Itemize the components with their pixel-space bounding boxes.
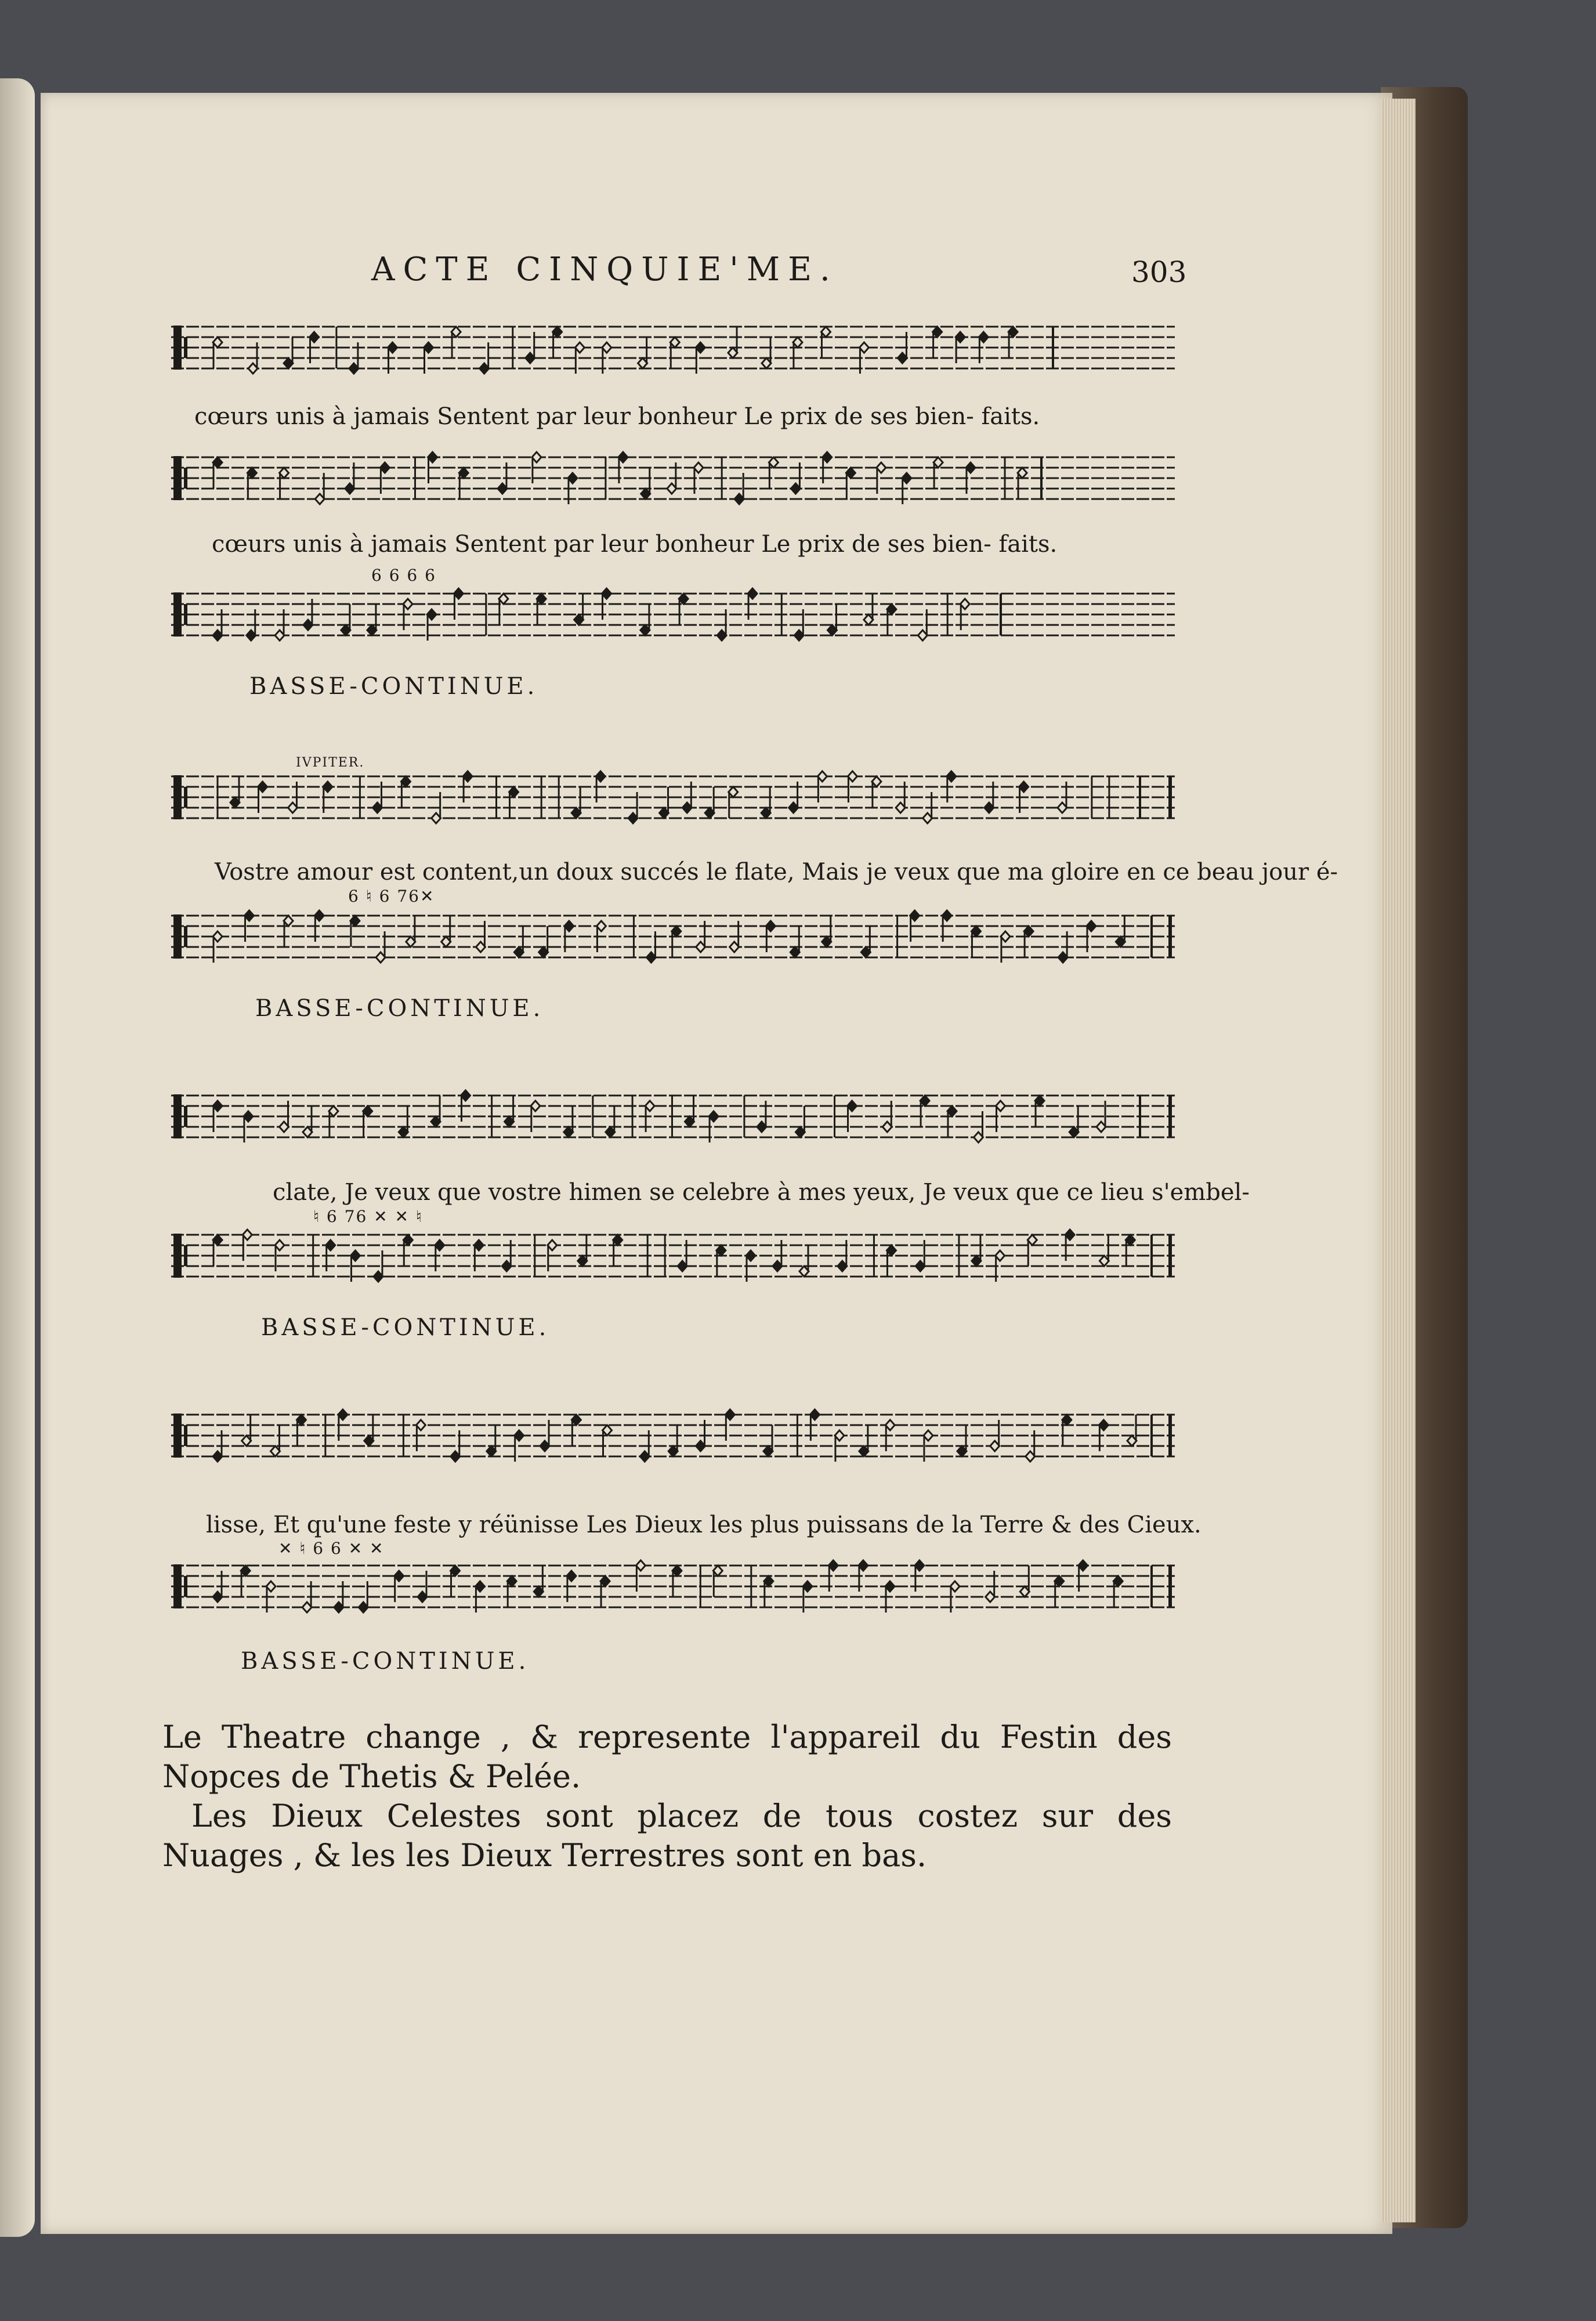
lyric-line: cœurs unis à jamais Sentent par leur bonheur Le prix de ses bien- faits. xyxy=(194,403,1040,430)
staff-lines xyxy=(171,766,1175,833)
stage-direction-paragraph: Les Dieux Celestes sont placez de tous costez sur des Nuages , & les les Dieux Terrestres sont en bas. xyxy=(162,1798,1172,1874)
music-staff xyxy=(171,905,1175,972)
basse-continue-label: BASSE-CONTINUE. xyxy=(255,995,544,1022)
staff-lines xyxy=(171,1224,1175,1291)
clef-icon xyxy=(173,1564,182,1608)
staff-lines xyxy=(171,316,1175,383)
figured-bass: ♮ 6 76 ✕ ✕ ♮ xyxy=(313,1207,423,1226)
staff-lines xyxy=(171,583,1175,650)
clef-icon xyxy=(173,592,182,637)
stage-direction xyxy=(162,1718,1172,1875)
lyric-line: cœurs unis à jamais Sentent par leur bonheur Le prix de ses bien- faits. xyxy=(212,531,1058,558)
music-staff xyxy=(171,1404,1175,1471)
clef-icon xyxy=(173,456,182,500)
singer-name: IVPITER. xyxy=(296,755,365,770)
basse-continue-label: BASSE-CONTINUE. xyxy=(241,1648,530,1675)
clef-icon xyxy=(173,914,182,959)
figured-bass: ✕ ♮ 6 6 ✕ ✕ xyxy=(278,1539,385,1558)
staff-lines xyxy=(171,1555,1175,1622)
staff-lines xyxy=(171,905,1175,972)
clef-icon xyxy=(173,1234,182,1278)
staff-lines xyxy=(171,447,1175,514)
lyric-line: clate, Je veux que vostre himen se celebre à mes yeux, Je veux que ce lieu s'embel- xyxy=(273,1179,1250,1206)
clef-icon xyxy=(173,326,182,370)
music-staff xyxy=(171,1085,1175,1152)
basse-continue-label: BASSE-CONTINUE. xyxy=(249,673,538,700)
music-staff xyxy=(171,447,1175,514)
staff-lines xyxy=(171,1404,1175,1471)
music-staff xyxy=(171,316,1175,383)
music-staff xyxy=(171,766,1175,833)
figured-bass: 6 6 6 6 xyxy=(371,566,436,585)
music-staff xyxy=(171,1224,1175,1291)
lyric-line: lisse, Et qu'une feste y réünisse Les Dieux les plus puissans de la Terre & des Cieux. xyxy=(206,1512,1201,1538)
running-head: ACTE CINQUIE'ME. xyxy=(371,251,838,288)
clef-icon xyxy=(173,775,182,819)
basse-continue-label: BASSE-CONTINUE. xyxy=(261,1314,550,1341)
page-edges xyxy=(1381,99,1416,2222)
lyric-line: Vostre amour est content,un doux succés le flate, Mais je veux que ma gloire en ce beau jour é- xyxy=(215,859,1338,885)
music-staff xyxy=(171,583,1175,650)
clef-icon xyxy=(173,1094,182,1138)
left-page-edge xyxy=(0,78,35,2237)
page-number: 303 xyxy=(1131,255,1187,289)
stage-direction-paragraph: Le Theatre change , & represente l'appareil du Festin des Nopces de Thetis & Pelée. xyxy=(162,1719,1172,1795)
music-staff xyxy=(171,1555,1175,1622)
staff-lines xyxy=(171,1085,1175,1152)
figured-bass: 6 ♮ 6 76✕ xyxy=(348,887,435,906)
clef-icon xyxy=(173,1413,182,1458)
